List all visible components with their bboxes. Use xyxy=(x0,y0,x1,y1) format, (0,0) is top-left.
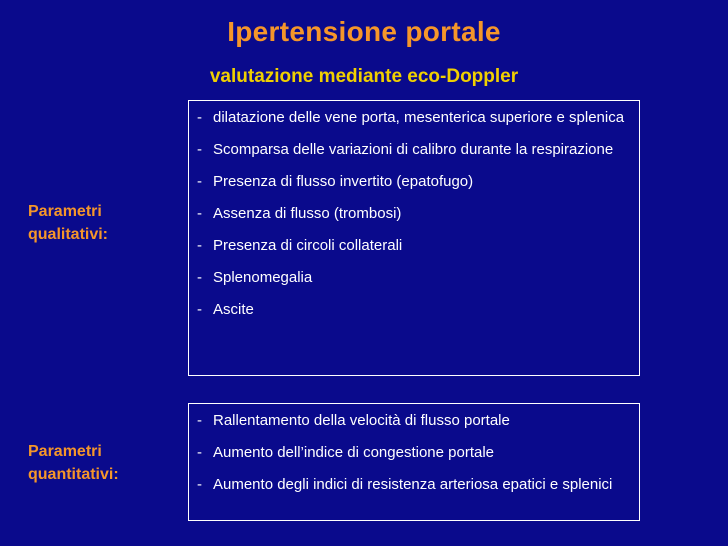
list-item xyxy=(197,443,633,463)
quantitative-parameters-label xyxy=(28,440,119,486)
quantitative-label-line-1: Parametri xyxy=(28,443,102,460)
list-item-text: Rallentamento della velocità di flusso portale xyxy=(213,412,510,429)
slide-subtitle: valutazione mediante eco-Doppler xyxy=(209,66,519,87)
list-item xyxy=(197,300,633,320)
quantitative-parameters-box xyxy=(188,403,640,521)
bullet-dash: - xyxy=(197,476,202,493)
qualitative-parameters-box xyxy=(188,100,640,376)
list-item-text: dilatazione delle vene porta, mesenterica superiore e splenica xyxy=(213,109,625,126)
bullet-dash: - xyxy=(197,109,202,126)
bullet-dash: - xyxy=(197,412,202,429)
list-item-text: Aumento dell’indice di congestione portale xyxy=(213,444,495,461)
qualitative-label-line-2: qualitativi: xyxy=(28,226,109,243)
bullet-dash: - xyxy=(197,141,202,158)
list-item xyxy=(197,108,633,128)
list-item-text: Presenza di flusso invertito (epatofugo) xyxy=(213,173,474,190)
list-item xyxy=(197,236,633,256)
bullet-dash: - xyxy=(197,237,202,254)
qualitative-parameters-list xyxy=(197,108,633,320)
list-item xyxy=(197,172,633,192)
list-item xyxy=(197,475,633,495)
qualitative-label-line-1: Parametri xyxy=(28,203,102,220)
quantitative-label-line-2: quantitativi: xyxy=(28,466,119,483)
bullet-dash: - xyxy=(197,269,202,286)
slide-title: Ipertensione portale xyxy=(227,16,501,47)
bullet-dash: - xyxy=(197,301,202,318)
list-item-text: Splenomegalia xyxy=(213,269,313,286)
list-item-text: Presenza di circoli collaterali xyxy=(213,237,403,254)
list-item xyxy=(197,411,633,431)
bullet-dash: - xyxy=(197,444,202,461)
list-item xyxy=(197,140,633,160)
quantitative-parameters-list xyxy=(197,411,633,495)
list-item-text: Scomparsa delle variazioni di calibro durante la respirazione xyxy=(213,141,614,158)
list-item xyxy=(197,268,633,288)
list-item-text: Aumento degli indici di resistenza arteriosa epatici e splenici xyxy=(213,476,613,493)
qualitative-parameters-label xyxy=(28,200,108,246)
list-item-text: Assenza di flusso (trombosi) xyxy=(213,205,402,222)
list-item xyxy=(197,204,633,224)
bullet-dash: - xyxy=(197,205,202,222)
bullet-dash: - xyxy=(197,173,202,190)
list-item-text: Ascite xyxy=(213,301,254,318)
